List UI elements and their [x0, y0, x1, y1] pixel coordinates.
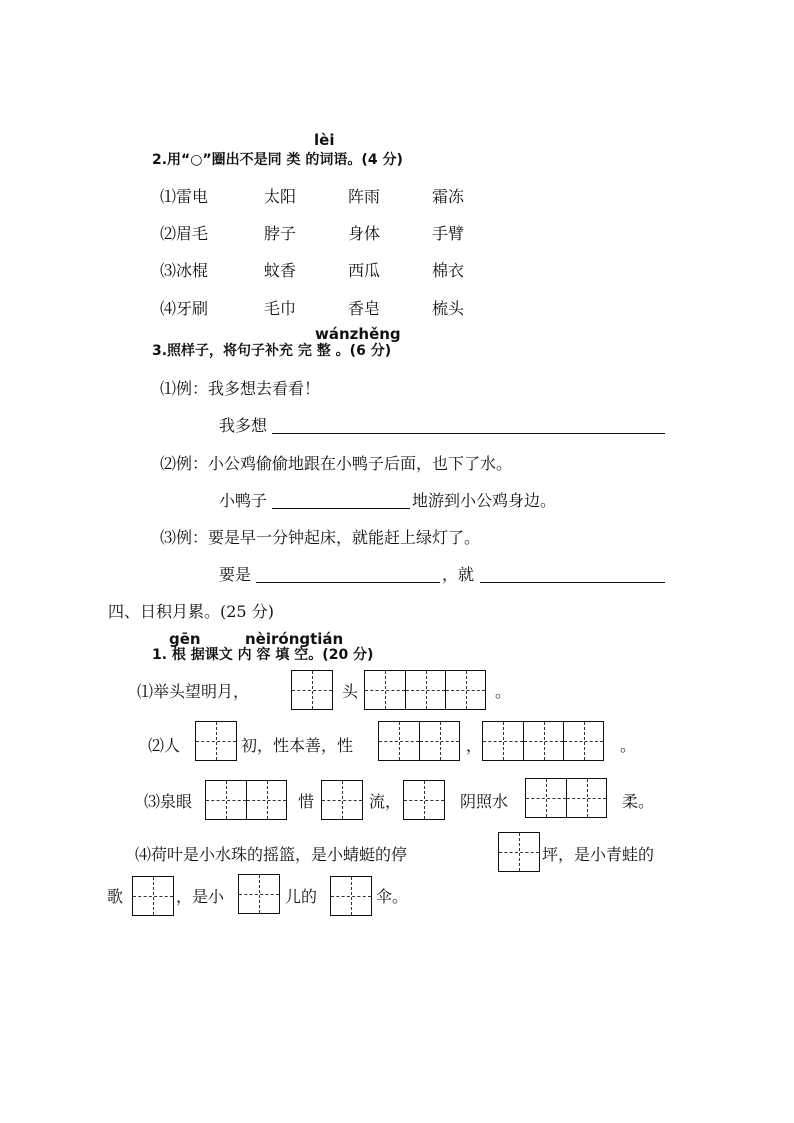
fill-line3-text-a: ⑶泉眼 [144, 792, 193, 811]
q2-row3-word1: ⑶冰棍 [160, 261, 209, 280]
tian-grid-11[interactable] [132, 876, 174, 916]
tian-cell[interactable] [365, 671, 405, 709]
section4-title: 四、日积月累。(25 分) [108, 602, 274, 621]
tian-cell[interactable] [405, 671, 445, 709]
tian-grid-8[interactable] [403, 780, 445, 820]
q3-answer2-blank[interactable] [272, 508, 410, 509]
q2-row4-word2: 毛巾 [264, 299, 297, 318]
tian-cell[interactable] [563, 722, 603, 760]
fill-line3-text-d: 阴照水 [460, 792, 509, 811]
q2-row1-word3: 阵雨 [348, 187, 381, 206]
fill-line1-text-b: 头 [342, 682, 359, 701]
q3-answer3-blank1[interactable] [256, 582, 440, 583]
fill-line3-text-b: 惜 [298, 792, 315, 811]
section4-q1-title: 1. 根 据课文 内 容 填 空。(20 分) [152, 647, 374, 663]
tian-cell[interactable] [133, 877, 173, 915]
q2-row3-word3: 西瓜 [348, 261, 381, 280]
q2-row1-word1: ⑴雷电 [160, 187, 209, 206]
q3-example3: ⑶例：要是早一分钟起床，就能赶上绿灯了。 [160, 528, 481, 547]
fill-line2-text-d: 。 [620, 736, 637, 755]
tian-grid-10[interactable] [498, 832, 540, 872]
tian-cell[interactable] [523, 722, 563, 760]
q2-row2-word3: 身体 [348, 224, 381, 243]
fill-line4-text-b: 坪，是小青蛙的 [542, 845, 655, 864]
tian-grid-6[interactable] [205, 780, 287, 820]
q2-row4-word3: 香皂 [348, 299, 381, 318]
tian-grid-9[interactable] [525, 778, 607, 818]
pinyin-wanzheng: wánzhěng [315, 325, 401, 343]
tian-cell[interactable] [499, 833, 539, 871]
tian-cell[interactable] [331, 877, 371, 915]
tian-grid-12[interactable] [238, 874, 280, 914]
q2-row4-word4: 梳头 [432, 299, 465, 318]
tian-cell[interactable] [419, 722, 459, 760]
tian-grid-7[interactable] [321, 780, 363, 820]
fill-line5-text-a: 歌 [107, 887, 124, 906]
tian-cell[interactable] [239, 875, 279, 913]
tian-grid-13[interactable] [330, 876, 372, 916]
q3-example1: ⑴例：我多想去看看！ [160, 379, 321, 398]
tian-cell[interactable] [404, 781, 444, 819]
tian-grid-2[interactable] [364, 670, 486, 710]
q2-row1-word4: 霜冻 [432, 187, 465, 206]
tian-cell[interactable] [206, 781, 246, 819]
q2-row1-word2: 太阳 [264, 187, 297, 206]
q2-title: 2.用“○”圈出不是同 类 的词语。(4 分) [152, 152, 403, 168]
fill-line3-text-e: 柔。 [622, 792, 655, 811]
pinyin-lei: lèi [314, 131, 335, 149]
tian-grid-3[interactable] [195, 721, 237, 761]
fill-line2-text-c: ， [466, 736, 483, 755]
q3-answer1-blank[interactable] [272, 433, 665, 434]
fill-line5-text-d: 伞。 [376, 887, 409, 906]
tian-cell[interactable] [526, 779, 566, 817]
fill-line3-text-c: 流， [369, 792, 402, 811]
q3-answer3-prefix: 要是 [219, 565, 252, 584]
q3-title: 3.照样子，将句子补充 完 整 。(6 分) [152, 343, 392, 359]
q3-answer3-blank2[interactable] [480, 582, 665, 583]
q2-row2-word4: 手臂 [432, 224, 465, 243]
fill-line5-text-c: 儿的 [285, 887, 318, 906]
q2-row2-word2: 脖子 [264, 224, 297, 243]
tian-cell[interactable] [246, 781, 286, 819]
q3-example2: ⑵例：小公鸡偷偷地跟在小鸭子后面，也下了水。 [160, 454, 513, 473]
q2-row3-word2: 蚊香 [264, 261, 297, 280]
fill-line1-text-c: 。 [495, 682, 512, 701]
fill-line2-text-a: ⑵人 [148, 736, 181, 755]
tian-cell[interactable] [292, 671, 332, 709]
tian-cell[interactable] [322, 781, 362, 819]
fill-line4-text-a: ⑷荷叶是小水珠的摇篮，是小蜻蜓的停 [135, 845, 408, 864]
q3-answer3-mid: ，就 [442, 565, 475, 584]
pinyin-neirongtian: nèiróngtián [245, 630, 344, 648]
q2-row3-word4: 棉衣 [432, 261, 465, 280]
tian-cell[interactable] [483, 722, 523, 760]
q3-answer2-prefix: 小鸭子 [219, 491, 268, 510]
fill-line2-text-b: 初，性本善，性 [241, 736, 354, 755]
tian-cell[interactable] [445, 671, 485, 709]
q3-answer1-prefix: 我多想 [219, 416, 268, 435]
tian-grid-5[interactable] [482, 721, 604, 761]
tian-grid-1[interactable] [291, 670, 333, 710]
q2-row2-word1: ⑵眉毛 [160, 224, 209, 243]
pinyin-gen: gēn [169, 630, 201, 648]
tian-cell[interactable] [566, 779, 606, 817]
tian-grid-4[interactable] [378, 721, 460, 761]
q3-answer2-suffix: 地游到小公鸡身边。 [412, 491, 557, 510]
tian-cell[interactable] [379, 722, 419, 760]
fill-line1-text-a: ⑴举头望明月， [137, 682, 250, 701]
fill-line5-text-b: ，是小 [176, 887, 225, 906]
tian-cell[interactable] [196, 722, 236, 760]
q2-row4-word1: ⑷牙刷 [160, 299, 209, 318]
